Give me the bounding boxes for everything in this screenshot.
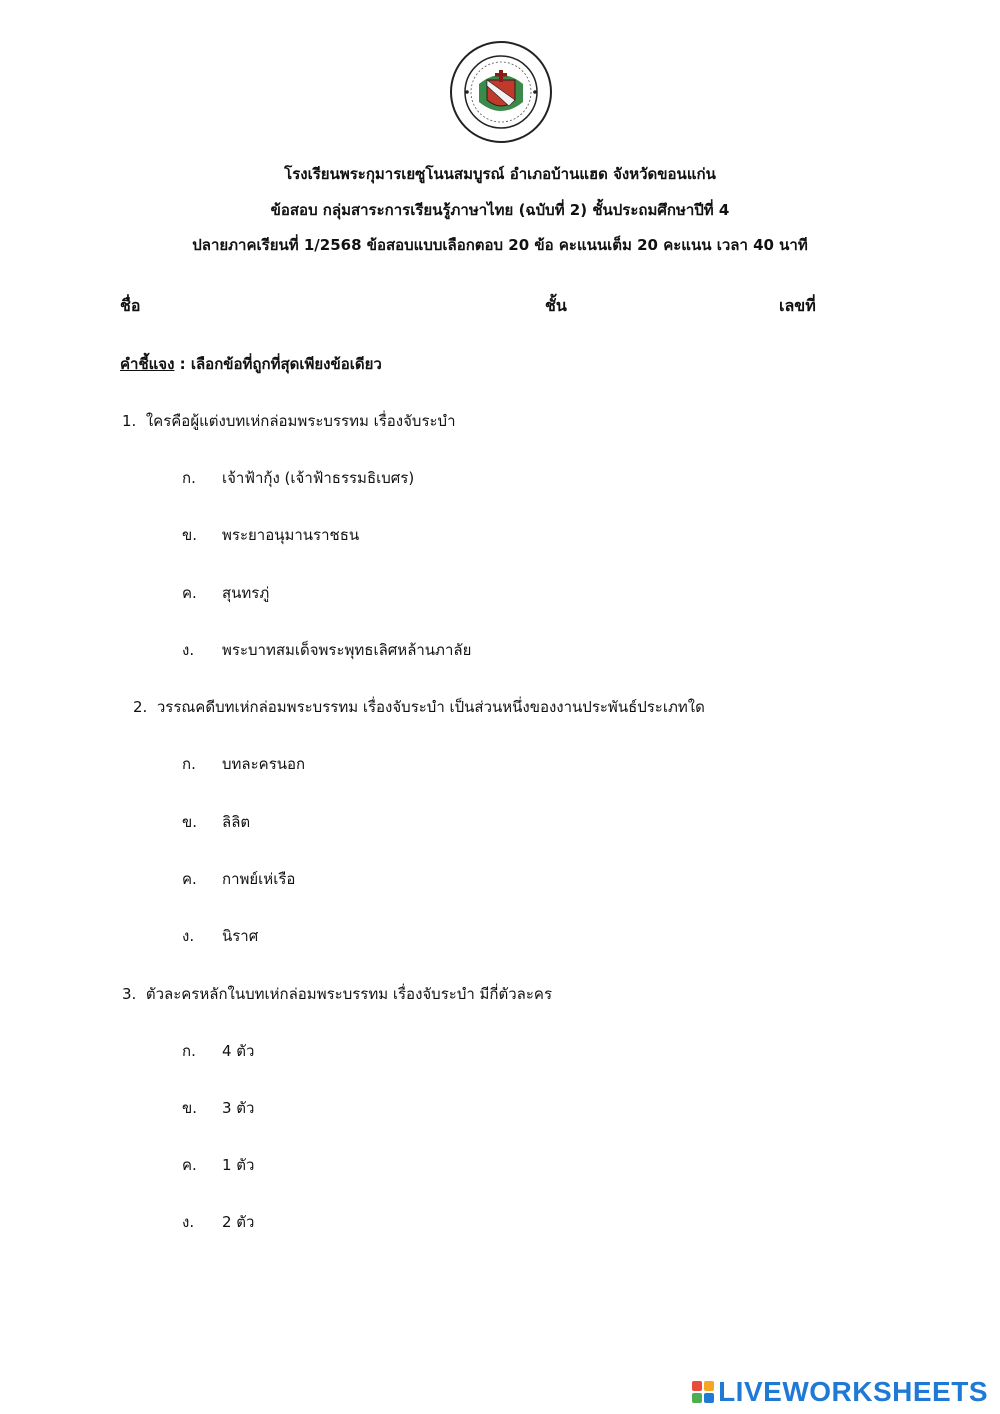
q1-option-d[interactable]: ง. พระบาทสมเด็จพระพุทธเลิศหล้านภาลัย xyxy=(182,641,472,659)
q2-option-b[interactable]: ข. ลิลิต xyxy=(182,813,251,831)
q1-option-c[interactable]: ค. สุนทรภู่ xyxy=(182,584,270,602)
instructions xyxy=(120,352,382,376)
question-1 xyxy=(122,409,456,433)
question-number: 3. xyxy=(122,985,137,1003)
exam-subject-heading: ข้อสอบ กลุ่มสาระการเรียนรู้ภาษาไทย (ฉบับที่ 2) ชั้นประถมศึกษาปีที่ 4 xyxy=(270,201,730,219)
q1-option-b[interactable]: ข. พระยาอนุมานราชธน xyxy=(182,526,360,544)
name-field-label: ชื่อ xyxy=(120,296,141,315)
liveworksheets-watermark xyxy=(692,1376,988,1408)
q3-option-b[interactable]: ข. 3 ตัว xyxy=(182,1099,255,1117)
question-2 xyxy=(133,695,705,719)
exam-details-heading: ปลายภาคเรียนที่ 1/2568 ข้อสอบแบบเลือกตอบ 20 ข้อ คะแนนเต็ม 20 คะแนน เวลา 40 นาที xyxy=(192,236,808,254)
question-number: 2. xyxy=(133,698,148,716)
liveworksheets-wordmark: LIVEWORKSHEETS xyxy=(718,1376,988,1407)
question-text: ตัวละครหลักในบทเห่กล่อมพระบรรทม เรื่องจับระบำ มีกี่ตัวละคร xyxy=(145,985,553,1003)
class-field-label: ชั้น xyxy=(545,296,567,315)
question-number: 1. xyxy=(122,412,137,430)
question-text: ใครคือผู้แต่งบทเห่กล่อมพระบรรทม เรื่องจับระบำ xyxy=(145,412,456,430)
q1-option-a[interactable]: ก. เจ้าฟ้ากุ้ง (เจ้าฟ้าธรรมธิเบศร) xyxy=(182,469,415,487)
question-3 xyxy=(122,982,552,1006)
question-text: วรรณคดีบทเห่กล่อมพระบรรทม เรื่องจับระบำ เป็นส่วนหนึ่งของงานประพันธ์ประเภทใด xyxy=(156,698,705,716)
q3-option-a[interactable]: ก. 4 ตัว xyxy=(182,1042,255,1060)
instruction-text: : เลือกข้อที่ถูกที่สุดเพียงข้อเดียว xyxy=(174,355,382,373)
q2-option-c[interactable]: ค. กาพย์เห่เรือ xyxy=(182,870,296,888)
instruction-label: คำชี้แจง xyxy=(120,355,175,373)
liveworksheets-logo-icon xyxy=(692,1381,714,1403)
student-number-field-label: เลขที่ xyxy=(779,296,816,315)
school-name-heading: โรงเรียนพระกุมารเยซูโนนสมบูรณ์ อำเภอบ้านแฮด จังหวัดขอนแก่น xyxy=(284,165,716,183)
school-seal-logo xyxy=(449,40,553,144)
q3-option-c[interactable]: ค. 1 ตัว xyxy=(182,1156,255,1174)
q2-option-d[interactable]: ง. นิราศ xyxy=(182,927,259,945)
q3-option-d[interactable]: ง. 2 ตัว xyxy=(182,1213,255,1231)
q2-option-a[interactable]: ก. บทละครนอก xyxy=(182,755,306,773)
